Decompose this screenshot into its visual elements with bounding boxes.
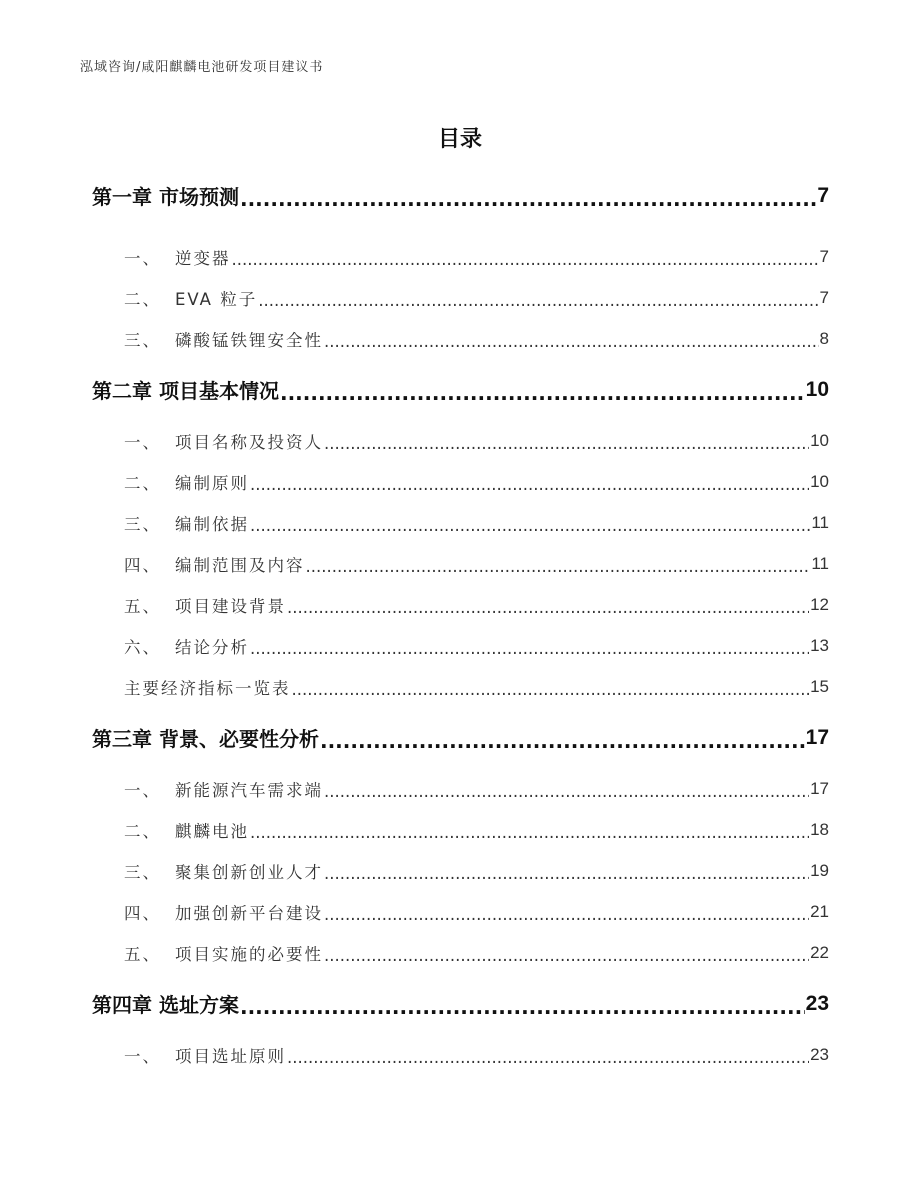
- toc-chapter-entry[interactable]: [92, 983, 829, 1024]
- page-number: 7: [819, 246, 829, 266]
- entry-label: 磷酸锰铁锂安全性: [175, 330, 323, 350]
- dot-leader: [287, 1048, 809, 1067]
- entry-label: 项目名称及投资人: [175, 432, 323, 452]
- section-number: 一、: [124, 432, 161, 452]
- entry-label: 项目实施的必要性: [175, 944, 323, 964]
- section-number: 一、: [124, 1046, 161, 1066]
- page-number: 15: [810, 676, 829, 696]
- section-number: 一、: [124, 248, 161, 268]
- toc-section-entry[interactable]: [92, 502, 829, 543]
- dot-leader: [320, 729, 805, 753]
- dot-leader: [324, 864, 809, 883]
- entry-label: EVA 粒子: [175, 289, 258, 309]
- page-number: 10: [805, 377, 829, 401]
- entry-label: 项目选址原则: [175, 1046, 286, 1066]
- section-number: 五、: [124, 596, 161, 616]
- dot-leader: [232, 250, 819, 269]
- toc-title: 目录: [437, 127, 482, 152]
- page-number: 23: [805, 991, 829, 1015]
- page-number: 11: [811, 512, 829, 532]
- dot-leader: [240, 995, 805, 1019]
- section-number: 四、: [124, 903, 161, 923]
- page-number: 23: [810, 1044, 829, 1064]
- dot-leader: [250, 475, 809, 494]
- entry-label: 编制依据: [175, 514, 249, 534]
- section-number: 三、: [124, 514, 161, 534]
- dot-leader: [240, 187, 816, 211]
- section-number: 二、: [124, 473, 161, 493]
- dot-leader: [324, 782, 809, 801]
- entry-label: 第四章 选址方案: [92, 993, 239, 1017]
- page-number: 19: [810, 860, 829, 880]
- dot-leader: [324, 434, 809, 453]
- dot-leader: [306, 557, 811, 576]
- section-number: 四、: [124, 555, 161, 575]
- toc-section-entry[interactable]: [92, 891, 829, 932]
- entry-label: 新能源汽车需求端: [175, 780, 323, 800]
- dot-leader: [292, 680, 810, 699]
- dot-leader: [324, 332, 819, 351]
- toc-chapter-entry[interactable]: [92, 175, 829, 216]
- section-number: 六、: [124, 637, 161, 657]
- toc-section-entry[interactable]: [92, 768, 829, 809]
- dot-leader: [250, 516, 810, 535]
- page-number: 10: [810, 430, 829, 450]
- entry-label: 编制范围及内容: [175, 555, 305, 575]
- section-number: 三、: [124, 862, 161, 882]
- entry-label: 第一章 市场预测: [92, 185, 239, 209]
- page-number: 7: [817, 183, 829, 207]
- page-number: 12: [810, 594, 829, 614]
- dot-leader: [250, 823, 809, 842]
- page-number: 10: [810, 471, 829, 491]
- toc-section-entry[interactable]: [92, 584, 829, 625]
- entry-label: 结论分析: [175, 637, 249, 657]
- dot-leader: [258, 291, 818, 310]
- page-number: 7: [819, 287, 829, 307]
- toc-section-entry[interactable]: [92, 932, 829, 973]
- dot-leader: [280, 381, 805, 405]
- toc-section-entry[interactable]: [92, 850, 829, 891]
- page-number: 11: [811, 553, 829, 573]
- table-of-contents: [92, 175, 829, 1075]
- dot-leader: [324, 905, 809, 924]
- toc-section-entry[interactable]: [92, 666, 829, 707]
- page-number: 18: [810, 819, 829, 839]
- running-header: 泓域咨询/咸阳麒麟电池研发项目建议书: [80, 60, 324, 75]
- dot-leader: [250, 639, 809, 658]
- toc-section-entry[interactable]: [92, 625, 829, 666]
- entry-label: 编制原则: [175, 473, 249, 493]
- section-number: 一、: [124, 780, 161, 800]
- page-number: 13: [810, 635, 829, 655]
- page-number: 8: [819, 328, 829, 348]
- toc-section-entry[interactable]: [92, 318, 829, 359]
- toc-section-entry[interactable]: [92, 420, 829, 461]
- page-number: 17: [805, 725, 829, 749]
- section-number: 五、: [124, 944, 161, 964]
- toc-chapter-entry[interactable]: [92, 717, 829, 758]
- entry-label: 聚集创新创业人才: [175, 862, 323, 882]
- toc-section-entry[interactable]: [92, 277, 829, 318]
- toc-section-entry[interactable]: [92, 809, 829, 850]
- page-number: 21: [810, 901, 829, 921]
- dot-leader: [287, 598, 809, 617]
- entry-label: 麒麟电池: [175, 821, 249, 841]
- section-number: 二、: [124, 289, 161, 309]
- dot-leader: [324, 946, 809, 965]
- entry-label: 第二章 项目基本情况: [92, 379, 279, 403]
- entry-label: 项目建设背景: [175, 596, 286, 616]
- page-number: 22: [810, 942, 829, 962]
- toc-section-entry[interactable]: [92, 236, 829, 277]
- toc-section-entry[interactable]: [92, 1034, 829, 1075]
- page-number: 17: [810, 778, 829, 798]
- entry-label: 主要经济指标一览表: [124, 678, 291, 698]
- entry-label: 逆变器: [175, 248, 231, 268]
- entry-label: 第三章 背景、必要性分析: [92, 727, 319, 751]
- entry-label: 加强创新平台建设: [175, 903, 323, 923]
- toc-chapter-entry[interactable]: [92, 369, 829, 410]
- section-number: 三、: [124, 330, 161, 350]
- toc-section-entry[interactable]: [92, 543, 829, 584]
- toc-section-entry[interactable]: [92, 461, 829, 502]
- section-number: 二、: [124, 821, 161, 841]
